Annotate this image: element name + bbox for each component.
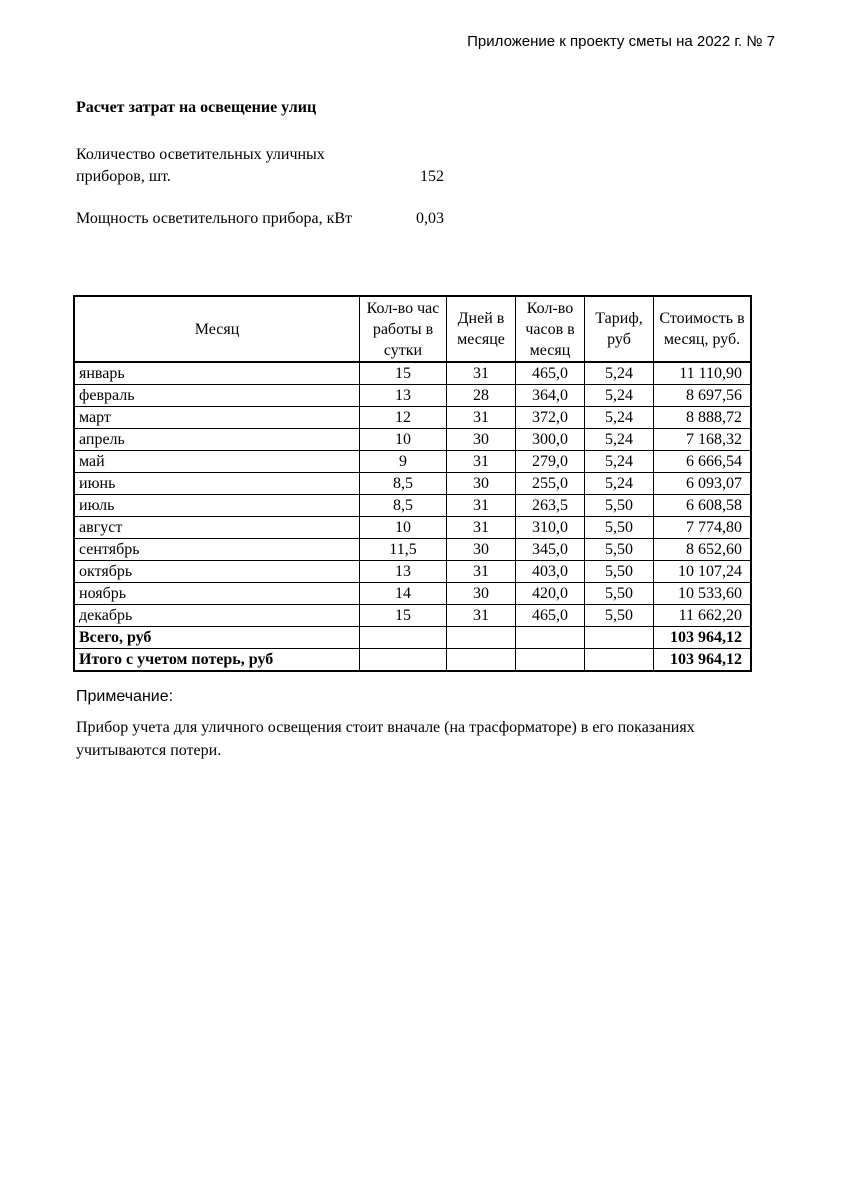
empty-cell: [447, 627, 516, 649]
total-label: Всего, руб: [74, 627, 360, 649]
cell-month: январь: [74, 362, 360, 385]
param-value: 152: [420, 168, 444, 185]
cell-cost: 11 662,20: [654, 605, 752, 627]
cell-cost: 8 697,56: [654, 385, 752, 407]
cell-cost: 6 608,58: [654, 495, 752, 517]
cell-hours-per-month: 465,0: [516, 362, 585, 385]
cell-hours-per-day: 14: [360, 583, 447, 605]
cell-month: февраль: [74, 385, 360, 407]
cell-hours-per-day: 11,5: [360, 539, 447, 561]
cell-hours-per-month: 310,0: [516, 517, 585, 539]
cell-cost: 8 888,72: [654, 407, 752, 429]
table-row: [74, 605, 751, 627]
cell-cost: 8 652,60: [654, 539, 752, 561]
cell-tariff: 5,24: [585, 407, 654, 429]
param-label: Количество осветительных уличных приборов, шт.: [76, 146, 325, 185]
cell-month: март: [74, 407, 360, 429]
table-row: [74, 561, 751, 583]
cell-days: 31: [447, 451, 516, 473]
cell-hours-per-month: 403,0: [516, 561, 585, 583]
table-body: [74, 362, 751, 671]
cell-tariff: 5,24: [585, 473, 654, 495]
cell-tariff: 5,50: [585, 517, 654, 539]
cell-hours-per-day: 10: [360, 517, 447, 539]
cell-tariff: 5,50: [585, 539, 654, 561]
cell-days: 30: [447, 473, 516, 495]
total-label: Итого с учетом потерь, руб: [74, 649, 360, 672]
table-row: [74, 429, 751, 451]
cell-days: 28: [447, 385, 516, 407]
cell-cost: 7 774,80: [654, 517, 752, 539]
cell-month: ноябрь: [74, 583, 360, 605]
note-text: Прибор учета для уличного освещения стоит вначале (на трасформаторе) в его показаниях учитываются потери.: [76, 719, 695, 759]
table-row: [74, 451, 751, 473]
header-tariff: Тариф, руб: [585, 296, 654, 362]
header-month: Месяц: [74, 296, 360, 362]
cell-hours-per-month: 364,0: [516, 385, 585, 407]
param-fixture-count: [76, 144, 446, 188]
cell-hours-per-month: 420,0: [516, 583, 585, 605]
empty-cell: [585, 649, 654, 672]
table-row: [74, 362, 751, 385]
header-days: Дней в месяце: [447, 296, 516, 362]
cell-month: апрель: [74, 429, 360, 451]
cell-days: 31: [447, 495, 516, 517]
cell-hours-per-month: 279,0: [516, 451, 585, 473]
document-title: Расчет затрат на освещение улиц: [76, 99, 317, 116]
cell-month: июль: [74, 495, 360, 517]
cell-days: 31: [447, 362, 516, 385]
cell-tariff: 5,50: [585, 583, 654, 605]
cell-cost: 10 107,24: [654, 561, 752, 583]
total-value: 103 964,12: [654, 649, 752, 672]
cell-month: июнь: [74, 473, 360, 495]
cell-days: 31: [447, 605, 516, 627]
cell-days: 30: [447, 539, 516, 561]
appendix-note: Приложение к проекту сметы на 2022 г. № 7: [467, 33, 775, 50]
empty-cell: [516, 649, 585, 672]
cell-tariff: 5,24: [585, 385, 654, 407]
note-heading: Примечание:: [76, 688, 174, 705]
cell-month: май: [74, 451, 360, 473]
cell-hours-per-month: 465,0: [516, 605, 585, 627]
cell-tariff: 5,50: [585, 495, 654, 517]
param-fixture-power: [76, 208, 446, 230]
cell-month: декабрь: [74, 605, 360, 627]
table-header-row: [74, 296, 751, 362]
table-row: [74, 517, 751, 539]
cell-cost: 7 168,32: [654, 429, 752, 451]
cell-cost: 6 666,54: [654, 451, 752, 473]
cell-tariff: 5,50: [585, 561, 654, 583]
cell-days: 30: [447, 583, 516, 605]
cell-cost: 10 533,60: [654, 583, 752, 605]
header-cost: Стоимость в месяц, руб.: [654, 296, 752, 362]
table-row: [74, 385, 751, 407]
cell-hours-per-day: 13: [360, 385, 447, 407]
table-total-row: [74, 649, 751, 672]
table-row: [74, 539, 751, 561]
empty-cell: [360, 649, 447, 672]
cell-hours-per-day: 12: [360, 407, 447, 429]
table-row: [74, 407, 751, 429]
cell-days: 31: [447, 517, 516, 539]
cell-month: октябрь: [74, 561, 360, 583]
cell-tariff: 5,24: [585, 429, 654, 451]
empty-cell: [360, 627, 447, 649]
cell-hours-per-month: 300,0: [516, 429, 585, 451]
param-label: Мощность осветительного прибора, кВт: [76, 210, 353, 227]
cell-days: 31: [447, 407, 516, 429]
cell-hours-per-month: 255,0: [516, 473, 585, 495]
table-row: [74, 495, 751, 517]
table-row: [74, 583, 751, 605]
cell-tariff: 5,24: [585, 451, 654, 473]
table-row: [74, 473, 751, 495]
cell-month: сентябрь: [74, 539, 360, 561]
cell-hours-per-day: 9: [360, 451, 447, 473]
cell-hours-per-day: 15: [360, 605, 447, 627]
cell-cost: 11 110,90: [654, 362, 752, 385]
param-value: 0,03: [416, 210, 444, 227]
cell-month: август: [74, 517, 360, 539]
cost-table: [73, 295, 752, 672]
cell-hours-per-month: 345,0: [516, 539, 585, 561]
cell-cost: 6 093,07: [654, 473, 752, 495]
table-total-row: [74, 627, 751, 649]
cell-hours-per-month: 372,0: [516, 407, 585, 429]
empty-cell: [585, 627, 654, 649]
empty-cell: [447, 649, 516, 672]
cell-hours-per-day: 10: [360, 429, 447, 451]
header-hours-per-month: Кол-во часов в месяц: [516, 296, 585, 362]
cell-hours-per-day: 13: [360, 561, 447, 583]
cell-hours-per-day: 8,5: [360, 495, 447, 517]
total-value: 103 964,12: [654, 627, 752, 649]
cell-hours-per-day: 15: [360, 362, 447, 385]
cell-hours-per-day: 8,5: [360, 473, 447, 495]
cell-tariff: 5,24: [585, 362, 654, 385]
cell-days: 31: [447, 561, 516, 583]
cell-hours-per-month: 263,5: [516, 495, 585, 517]
header-hours-per-day: Кол-во час работы в сутки: [360, 296, 447, 362]
cell-tariff: 5,50: [585, 605, 654, 627]
empty-cell: [516, 627, 585, 649]
cell-days: 30: [447, 429, 516, 451]
